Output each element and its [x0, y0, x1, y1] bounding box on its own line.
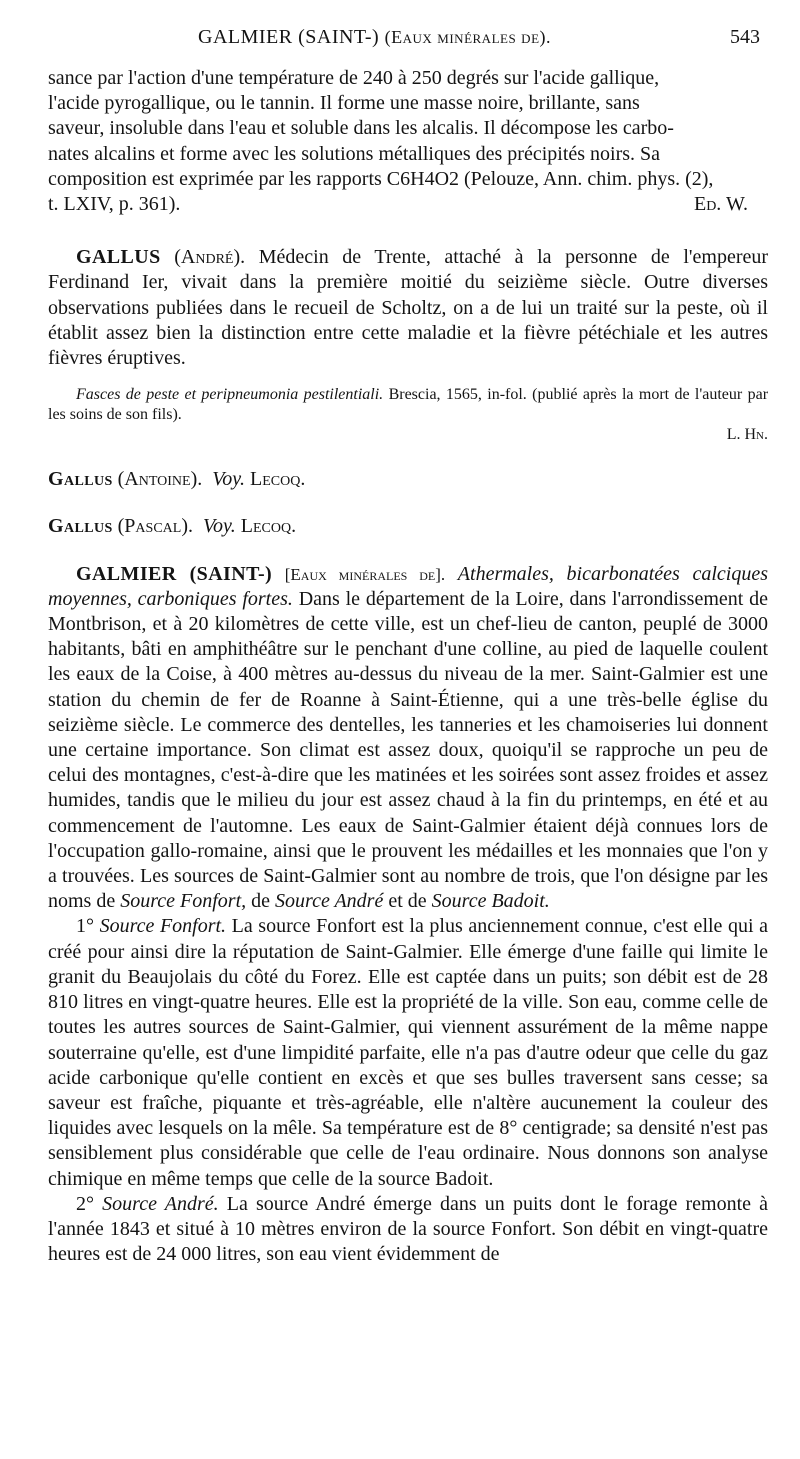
section-fonfort: [48, 914, 768, 1191]
entry-headword: GALMIER (SAINT-): [76, 562, 273, 585]
entry-text: Médecin de Trente, attaché à la personne de l'empereur Ferdinand Ier, vivait dans la première moitié du seizième siècle. Outre diverses observations publiées dans le recueil de Scholtz, on a de lui un traité sur la peste, où il établit assez bien la distinction entre cette maladie et la fièvre pétéchiale et les autres fièvres éruptives.: [48, 246, 769, 370]
entry-headword: GALLUS: [76, 246, 161, 269]
cross-reference-target: Lecoq.: [240, 515, 297, 538]
text-line: composition est exprimée par les rapports C6H4O2 (Pelouze, Ann. chim. phys. (2),: [48, 167, 714, 190]
running-subtitle: (Eaux minérales de).: [384, 27, 552, 47]
text-line: l'acide pyrogallique, ou le tannin. Il forme une masse noire, brillante, sans: [48, 92, 640, 115]
section-number: 2°: [76, 1192, 94, 1215]
cross-reference-voy: Voy.: [212, 468, 246, 491]
bibliographic-reference: [48, 385, 768, 425]
running-title: GALMIER (SAINT-) (Eaux minérales de).: [198, 26, 552, 48]
entry-headword: Gallus: [48, 468, 113, 491]
entry-galmier: [48, 562, 768, 1268]
joiner-text: de: [251, 890, 271, 913]
author-signature: L. Hn.: [726, 426, 768, 444]
source-name: Source André: [275, 890, 384, 913]
section-text: La source André émerge dans un puits dont le forage remonte à l'année 1843 et situé à 10 mètres environ de la source Fonfort. Son débit en vingt-quatre heures est de 24 000 litres, son eau vient évidemment de: [48, 1192, 769, 1266]
page-header: [48, 26, 768, 52]
author-signature: Ed. W.: [693, 193, 748, 216]
entry-headword: Gallus: [48, 515, 113, 538]
joiner-text: et de: [388, 890, 427, 913]
section-title: Source André.: [102, 1192, 219, 1215]
page-number: 543: [730, 26, 760, 48]
entry-paragraph: [48, 562, 768, 915]
source-name: Source Fonfort,: [120, 890, 247, 913]
entry-text: Dans le département de la Loire, dans l'arrondissement de Montbrison, et à 20 kilomètres de cette ville, est un chef-lieu de canton, peuplé de 3000 habitants, bâti en amphithéâtre sur le penchant d'une colline, au pied de laquelle coulent les eaux de la Coise, à 400 mètres au-dessus du niveau de la mer. Saint-Galmier est une station du chemin de fer de Roanne à Saint-Étienne, qui a une très-belle église du seizième siècle. Le commerce des dentelles, les tanneries et les chamoiseries lui donnent une certaine importance. Son climat est assez doux, quoiqu'il se rapproche un peu de celui des montagnes, c'est-à-dire que les matinées et les soirées sont assez froides et assez humides, tandis que le milieu du jour est assez chaud à la fin du printemps, en été et au commencement de l'automne. Les eaux de Saint-Galmier étaient déjà connues lors de l'occupation gallo-romaine, ainsi que le prouvent les médailles et les monnaies que l'on y a trouvées. Les sources de Saint-Galmier sont au nombre de trois, que l'on désigne par les noms de: [48, 587, 769, 913]
text-line: t. LXIV, p. 361). Ed. W.: [48, 192, 768, 217]
cross-reference-voy: Voy.: [202, 515, 236, 538]
reference-details: Brescia, 1565, in-fol. (publié après la mort de l'auteur par les soins de son fils).: [48, 386, 769, 424]
entry-given-name: (André).: [174, 246, 246, 269]
entry-gallus-pascal: [48, 514, 768, 539]
entry-acid-continuation: [48, 66, 768, 217]
entry-subtitle: Athermales, bicarbonatées calciques moyennes, carboniques fortes.: [48, 562, 769, 610]
reference-title: Fasces de peste et peripneumonia pestilentiali.: [76, 386, 384, 404]
entry-gallus-andre: [48, 245, 768, 445]
entry-given-name: (Antoine).: [117, 468, 203, 491]
text-line: sance par l'action d'une température de 240 à 250 degrés sur l'acide gallique,: [48, 67, 660, 89]
page-body: [48, 66, 768, 1267]
entry-paragraph: [48, 245, 768, 371]
entry-gallus-antoine: [48, 467, 768, 492]
entry-given-name: (Pascal).: [117, 515, 193, 538]
text-line: nates alcalins et forme avec les solutions métalliques des précipités noirs. Sa: [48, 142, 661, 165]
text-line: saveur, insoluble dans l'eau et soluble dans les alcalis. Il décompose les carbo-: [48, 117, 674, 140]
source-name: Source Badoit.: [431, 890, 550, 913]
section-title: Source Fonfort.: [99, 915, 227, 938]
section-text: La source Fonfort est la plus anciennement connue, c'est elle qui a créé pour ainsi dire la réputation de Saint-Galmier. Elle émerge d'une faille qui limite le granit du Beaujolais du côté du Forez. Elle est captée dans un puits; son débit est de 28 810 litres en vingt-quatre heures. Elle est la propriété de la ville. Son eau, comme celle de toutes les autres sources de Saint-Galmier, qui viennent assurément de la même nappe souterraine qu'elle, est d'une limpidité parfaite, elle n'a pas d'autre odeur que celle du gaz acide carbonique qu'elle contient en excès et que ses bulles traversent sans cesse; sa saveur est fraîche, piquante et très-agréable, elle n'altère aucunement la couleur des liquides avec lesquels on la mêle. Sa température est de 8° centigrade; sa densité n'est pas sensiblement plus considérable que celle de l'eau ordinaire. Nous donnons son analyse chimique en même temps que celle de la source Badoit.: [48, 915, 769, 1190]
section-andre: [48, 1192, 768, 1268]
cross-reference-target: Lecoq.: [250, 468, 306, 491]
entry-bracket: [Eaux minérales de].: [284, 564, 446, 584]
section-number: 1°: [76, 915, 94, 938]
